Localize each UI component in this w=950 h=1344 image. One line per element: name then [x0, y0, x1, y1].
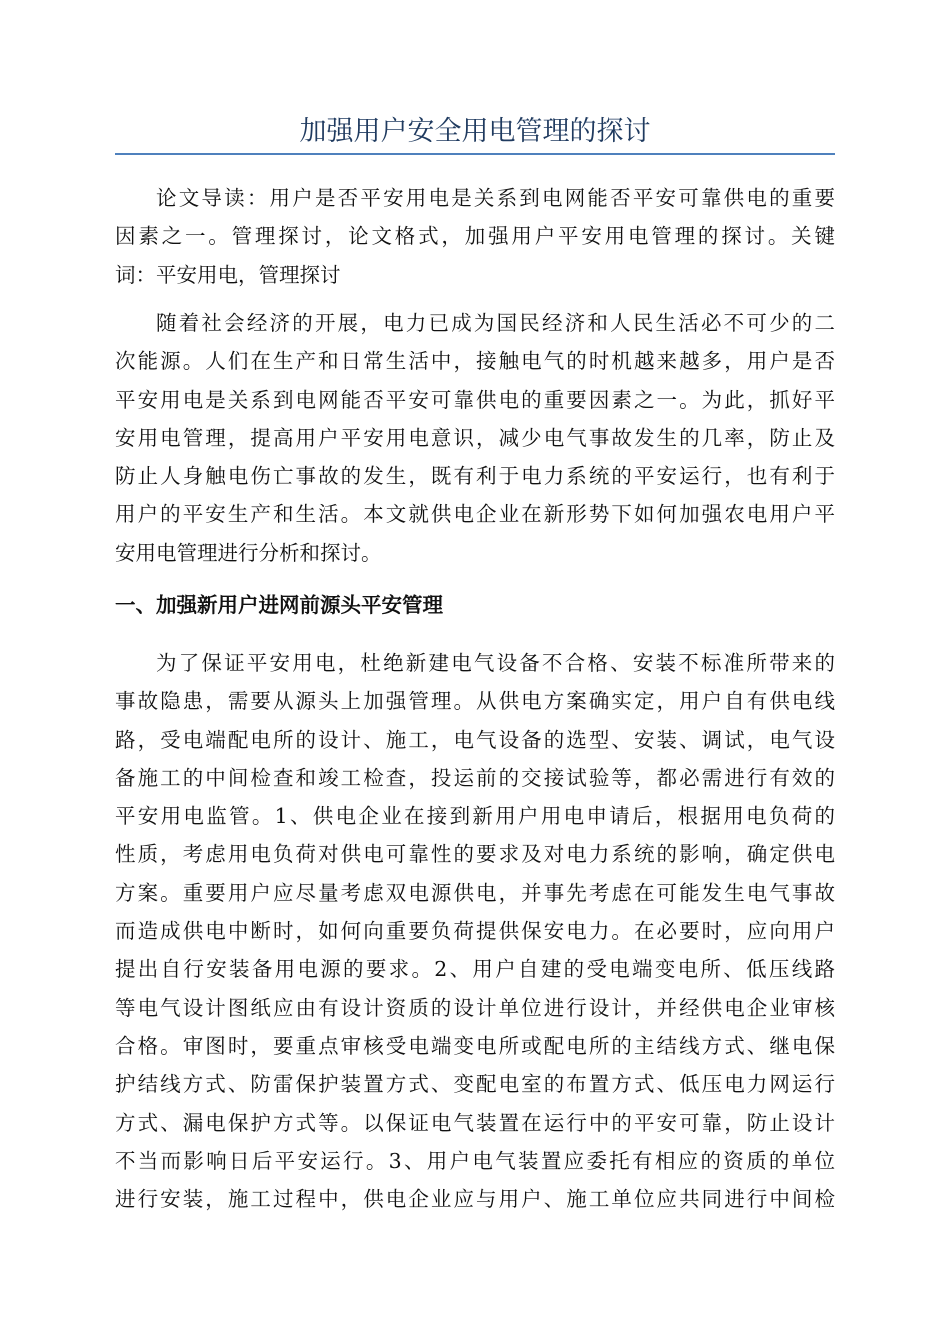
text-line: 护结线方式、防雷保护装置方式、变配电室的布置方式、低压电力网运行	[115, 1072, 835, 1097]
title-underline	[115, 153, 835, 155]
body-paragraph-1	[115, 304, 835, 572]
text-line: 词：平安用电，管理探讨	[115, 262, 341, 287]
text-line: 安用电管理进行分析和探讨。	[115, 540, 382, 565]
document-title: 加强用户安全用电管理的探讨	[299, 116, 651, 147]
text-line: 性质，考虑用电负荷对供电可靠性的要求及对电力系统的影响，确定供电	[115, 842, 835, 867]
text-line: 平安用电是关系到电网能否平安可靠供电的重要因素之一。为此，抓好平	[115, 387, 835, 412]
text-line: 备施工的中间检查和竣工检查，投运前的交接试验等，都必需进行有效的	[115, 765, 835, 790]
text-line: 合格。审图时，要重点审核受电端变电所或配电所的主结线方式、继电保	[115, 1033, 835, 1058]
intro-paragraph	[115, 179, 835, 294]
text-line: 为了保证平安用电，杜绝新建电气设备不合格、安装不标准所带来的	[156, 651, 835, 675]
text-line: 路，受电端配电所的设计、施工，电气设备的选型、安装、调试，电气设	[115, 727, 835, 752]
text-line: 随着社会经济的开展，电力已成为国民经济和人民生活必不可少的二	[156, 311, 835, 335]
text-line: 因素之一。管理探讨，论文格式，加强用户平安用电管理的探讨。关键	[115, 224, 835, 249]
text-line: 安用电管理，提高用户平安用电意识，减少电气事故发生的几率，防止及	[115, 425, 835, 450]
text-line: 次能源。人们在生产和日常生活中，接触电气的时机越来越多，用户是否	[115, 349, 835, 374]
section-heading: 一、加强新用户进网前源头平安管理	[115, 593, 443, 617]
body-paragraph-2	[115, 644, 835, 1218]
text-line: 而造成供电中断时，如何向重要负荷提供保安电力。在必要时，应向用户	[115, 919, 835, 944]
text-line: 防止人身触电伤亡事故的发生，既有利于电力系统的平安运行，也有利于	[115, 464, 835, 489]
text-line: 进行安装，施工过程中，供电企业应与用户、施工单位应共同进行中间检	[115, 1187, 835, 1212]
text-line: 用户的平安生产和生活。本文就供电企业在新形势下如何加强农电用户平	[115, 502, 835, 527]
text-line: 方式、漏电保护方式等。以保证电气装置在运行中的平安可靠，防止设计	[115, 1110, 835, 1135]
text-line: 提出自行安装备用电源的要求。2、用户自建的受电端变电所、低压线路	[115, 957, 835, 982]
text-line: 不当而影响日后平安运行。3、用户电气装置应委托有相应的资质的单位	[115, 1148, 835, 1173]
text-line: 方案。重要用户应尽量考虑双电源供电，并事先考虑在可能发生电气事故	[115, 880, 835, 905]
text-line: 论文导读：用户是否平安用电是关系到电网能否平安可靠供电的重要	[156, 186, 835, 210]
text-line: 事故隐患，需要从源头上加强管理。从供电方案确实定，用户自有供电线	[115, 689, 835, 714]
text-line: 平安用电监管。1、供电企业在接到新用户用电申请后，根据用电负荷的	[115, 804, 835, 829]
text-line: 等电气设计图纸应由有设计资质的设计单位进行设计，并经供电企业审核	[115, 995, 835, 1020]
